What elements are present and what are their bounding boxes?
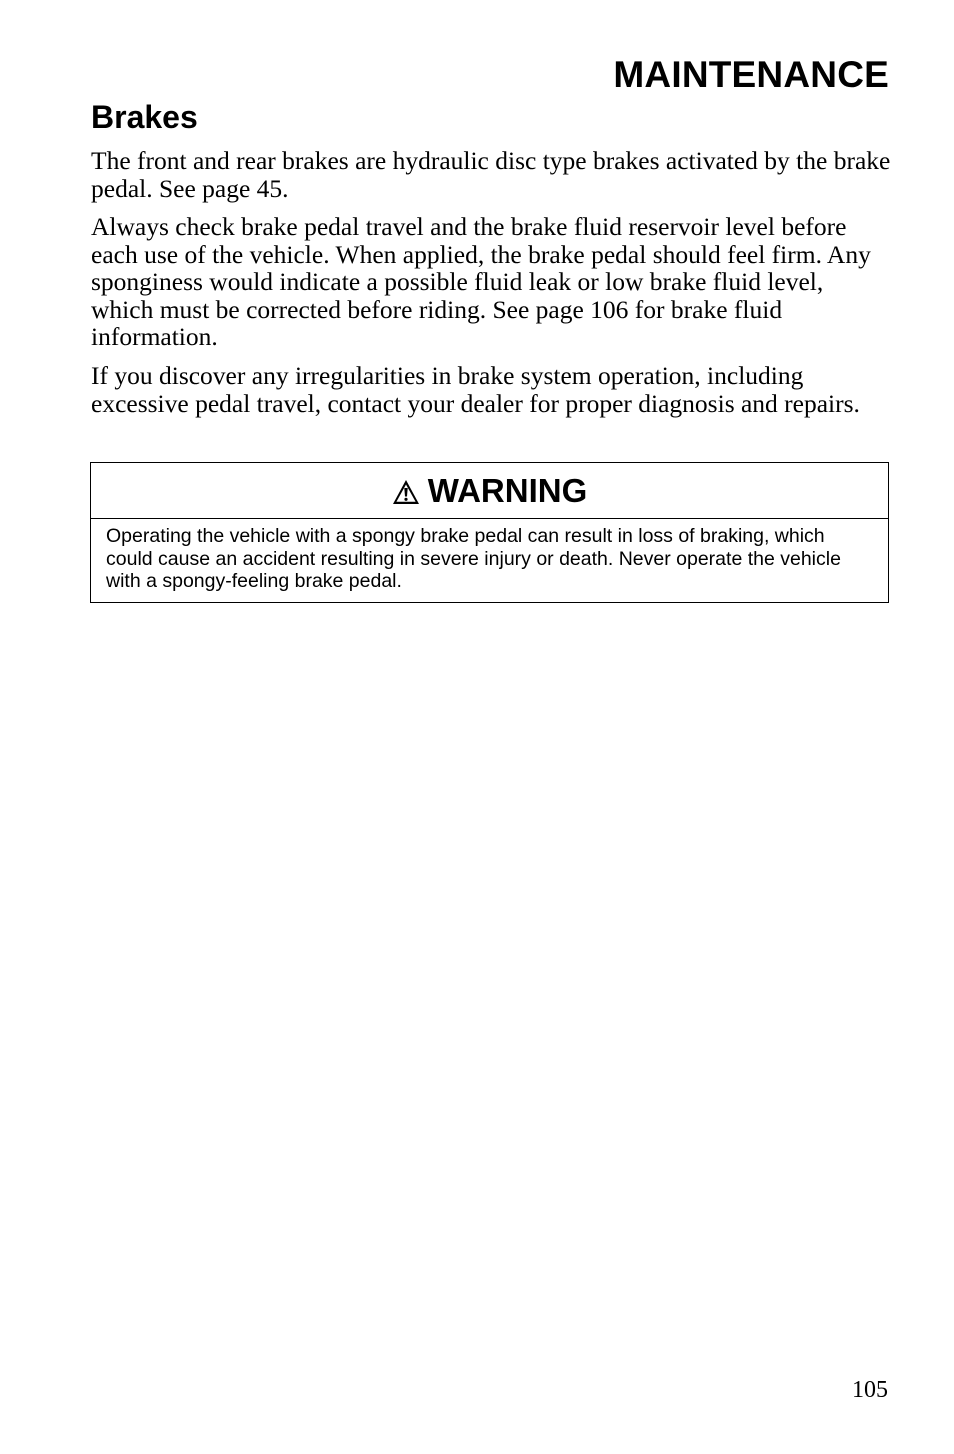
brakes-paragraph-1: The front and rear brakes are hydraulic disc type brakes activated by the brake pedal. See page 45. (91, 146, 891, 203)
warning-header (91, 463, 888, 519)
chapter-title: MAINTENANCE (613, 54, 889, 95)
warning-label: WARNING (427, 471, 588, 509)
page-number: 105 (852, 1377, 888, 1403)
warning-triangle-icon (392, 479, 420, 505)
warning-text: Operating the vehicle with a spongy brake pedal can result in loss of braking, which could cause an accident resulting in severe injury or death. Never operate the vehicle with a spongy-feeling brake pedal. (106, 525, 841, 592)
brakes-paragraph-2: Always check brake pedal travel and the brake fluid reservoir level before each use of the vehicle. When applied, the brake pedal should feel firm. Any sponginess would indicate a possible fluid leak or low brake fluid level, which must be corrected before riding. See page 106 for brake fluid information. (91, 212, 871, 351)
warning-box (90, 462, 889, 603)
section-heading: Brakes (91, 99, 198, 135)
brakes-paragraph-3: If you discover any irregularities in brake system operation, including excessive pedal travel, contact your dealer for proper diagnosis and repairs. (91, 361, 860, 418)
